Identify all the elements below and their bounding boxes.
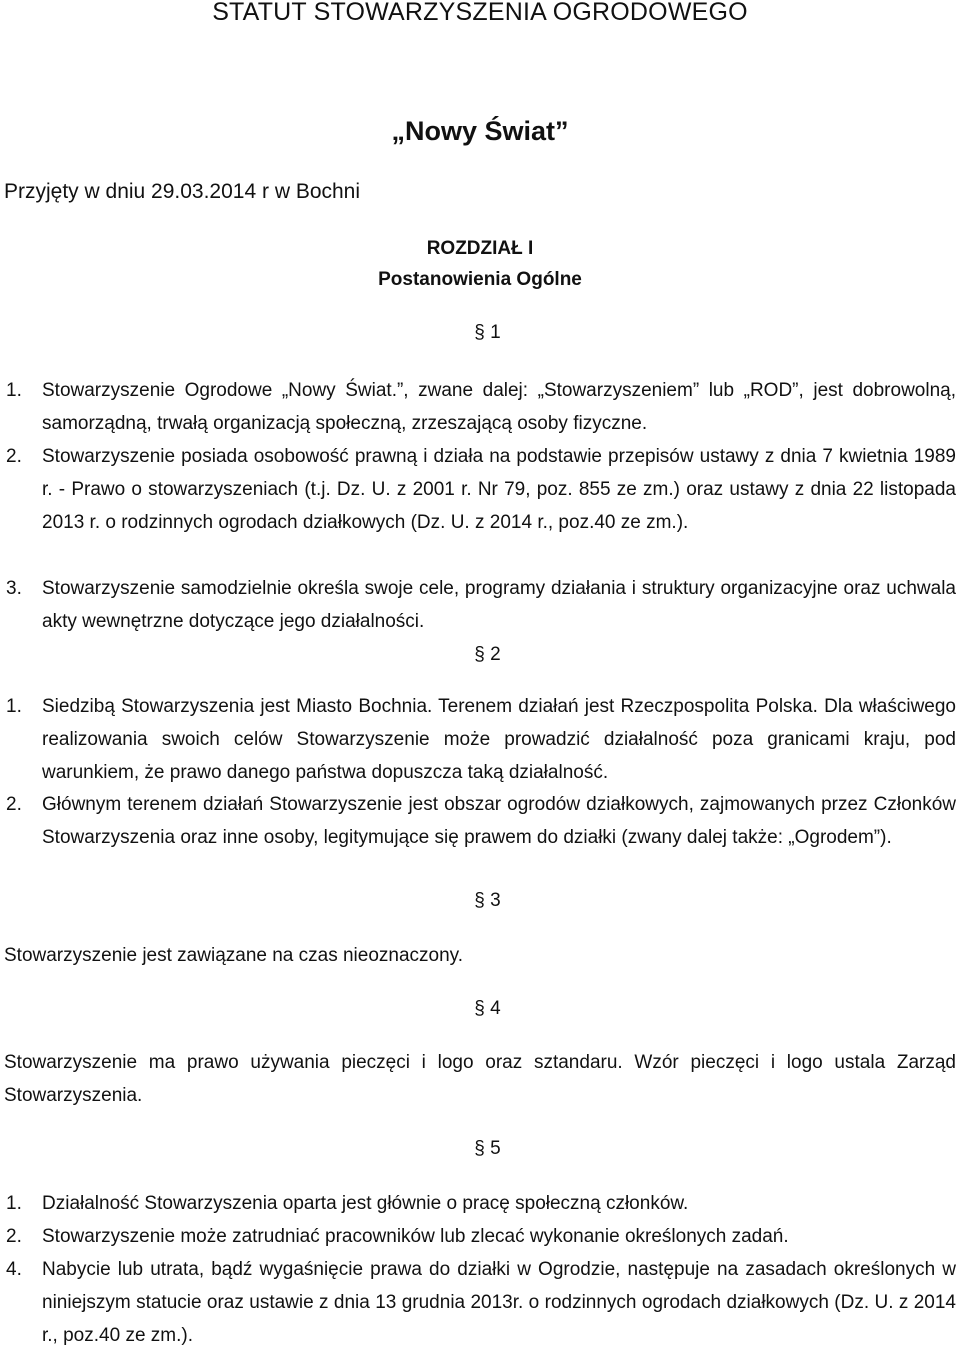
list-item — [6, 690, 960, 789]
list-item — [6, 788, 960, 854]
item-number: 1. — [6, 696, 22, 717]
document-title: STATUT STOWARZYSZENIA OGRODOWEGO — [212, 0, 748, 26]
section-text: Stowarzyszenie jest zawiązane na czas nieoznaczony. — [4, 945, 464, 966]
item-text: Siedzibą Stowarzyszenia jest Miasto Bochnia. Terenem działań jest Rzeczpospolita Polska. Dla właściwego realizowania swoich celów Stowarzyszenie może prowadzić działalność poza granicami kraju, pod warunkiem, że prawo danego państwa dopuszcza taką działalność. — [42, 696, 956, 783]
adoption-note: Przyjęty w dniu 29.03.2014 r w Bochni — [4, 180, 361, 203]
list-item — [6, 374, 960, 440]
list-item — [6, 572, 960, 638]
section-sign-1: § 1 — [474, 322, 501, 343]
association-name: „Nowy Świat” — [391, 116, 569, 146]
item-text: Nabycie lub utrata, bądź wygaśnięcie prawa do działki w Ogrodzie, następuje na zasadach określonych w niniejszym statucie oraz ustawie z dnia 13 grudnia 2013r. o rodzinnych ogrodach działkowych (Dz. U. z 2014 r., poz.40 ze zm.). — [42, 1259, 956, 1346]
list-item — [6, 1253, 960, 1352]
item-text: Stowarzyszenie posiada osobowość prawną i działa na podstawie przepisów ustawy z dnia 7 kwietnia 1989 r. - Prawo o stowarzyszeniach (t.j. Dz. U. z 2001 r. Nr 79, poz. 855 ze zm.) oraz ustawy z dnia 22 listopada 2013 r. o rodzinnych ogrodach działkowych (Dz. U. z 2014 r., poz.40 ze zm.). — [42, 446, 956, 533]
item-number: 2. — [6, 794, 22, 815]
item-text: Głównym terenem działań Stowarzyszenie jest obszar ogrodów działkowych, zajmowanych przez Członków Stowarzyszenia oraz inne osoby, legitymujące się prawem do działki (zwany dalej także: „Ogrodem”). — [42, 794, 956, 848]
list-item — [6, 1187, 960, 1220]
section-sign-2: § 2 — [474, 644, 501, 665]
chapter-label: ROZDZIAŁ I — [426, 238, 534, 259]
item-number: 2. — [6, 446, 22, 467]
section-text: Stowarzyszenie ma prawo używania pieczęci i logo oraz sztandaru. Wzór pieczęci i logo ustala Zarząd Stowarzyszenia. — [4, 1052, 956, 1106]
section-sign-5: § 5 — [474, 1138, 501, 1159]
item-number: 2. — [6, 1226, 22, 1247]
list-item — [6, 1220, 960, 1253]
item-number: 1. — [6, 380, 22, 401]
section-sign-3: § 3 — [474, 890, 501, 911]
item-number: 1. — [6, 1193, 22, 1214]
item-number: 4. — [6, 1259, 22, 1280]
item-text: Stowarzyszenie może zatrudniać pracowników lub zlecać wykonanie określonych zadań. — [42, 1226, 789, 1247]
item-number: 3. — [6, 578, 22, 599]
chapter-name: Postanowienia Ogólne — [378, 269, 582, 290]
section-sign-4: § 4 — [474, 998, 501, 1019]
item-text: Stowarzyszenie Ogrodowe „Nowy Świat.”, zwane dalej: „Stowarzyszeniem” lub „ROD”, jest dobrowolną, samorządną, trwałą organizacją społeczną, zrzeszającą osoby fizyczne. — [42, 380, 956, 434]
list-item — [6, 440, 960, 539]
item-text: Działalność Stowarzyszenia oparta jest głównie o pracę społeczną członków. — [42, 1193, 689, 1214]
item-text: Stowarzyszenie samodzielnie określa swoje cele, programy działania i struktury organizacyjne oraz uchwala akty wewnętrzne dotyczące jego działalności. — [42, 578, 956, 632]
